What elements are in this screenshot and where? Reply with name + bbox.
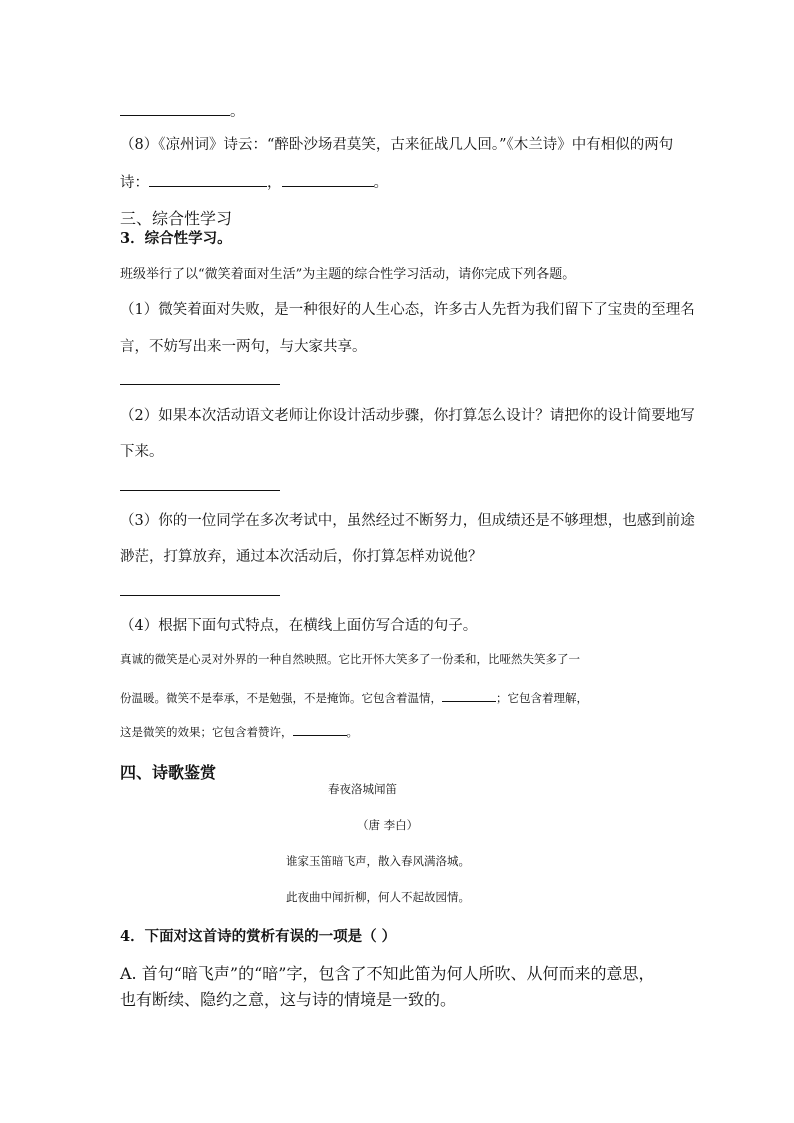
para-line2-part-a: 份温暖。微笑不是奉承，不是勉强，不是掩饰。它包含着温情， (120, 691, 442, 705)
answer-line-row (120, 100, 245, 121)
poem-title: 春夜洛城闻笛 (328, 782, 397, 796)
model-paragraph-line2 (120, 690, 588, 706)
line-end: 。 (230, 104, 245, 120)
imitation-blank-2[interactable] (293, 725, 347, 736)
sub3-line2: 渺茫，打算放弃，通过本次活动后，你打算怎样劝说他？ (120, 549, 483, 565)
section-3-heading: 三、综合性学习 (120, 209, 233, 228)
answer-blank-1[interactable] (149, 174, 267, 187)
para-line3-part-b: 。 (346, 725, 358, 739)
sub1-line2: 言，不妨写出来一两句，与大家共享。 (120, 339, 367, 355)
answer-line-3[interactable] (120, 595, 280, 596)
imitation-blank-1[interactable] (442, 691, 496, 702)
question-4: 4．下面对这首诗的赏析有误的一项是（ ） (120, 928, 397, 945)
sub2-line1: （2）如果本次活动语文老师让你设计活动步骤，你打算怎么设计？请把你的设计简要地写 (120, 408, 695, 424)
answer-line-2[interactable] (120, 490, 280, 491)
model-paragraph-line3 (120, 724, 358, 740)
sub4-instruction: （4）根据下面句式特点，在横线上面仿写合适的句子。 (120, 618, 478, 634)
sub3-line1: （3）你的一位同学在多次考试中，虽然经过不断努力，但成绩还是不够理想，也感到前途 (120, 513, 695, 529)
option-a-line2: 也有断续、隐约之意，这与诗的情境是一致的。 (120, 990, 457, 1009)
question-8-line2 (120, 171, 388, 192)
answer-blank-2[interactable] (282, 174, 374, 187)
model-paragraph-line1: 真诚的微笑是心灵对外界的一种自然映照。它比开怀大笑多了一份柔和，比哑然失笑多了一 (120, 652, 580, 666)
poem-line-2: 此夜曲中闻折柳，何人不起故园情。 (286, 890, 470, 904)
option-a-line1: A. 首句“暗飞声”的“暗”字，包含了不知此笛为何人所吹、从何而来的意思， (120, 964, 655, 983)
poem-line-1: 谁家玉笛暗飞声，散入春风满洛城。 (286, 854, 470, 868)
line2-start: 诗： (120, 175, 149, 191)
question-8-line1: （8）《凉州词》诗云：“醉卧沙场君莫笑，古来征战几人回。”《木兰诗》中有相似的两句 (120, 137, 674, 153)
para-line3-part-a: 这是微笑的效果；它包含着赞许， (120, 725, 293, 739)
answer-blank[interactable] (120, 103, 230, 116)
line2-sep: ， (267, 175, 282, 191)
para-line2-part-b: ；它包含着理解， (496, 691, 588, 705)
question-3-intro: 班级举行了以“微笑着面对生活”为主题的综合性学习活动，请你完成下列各题。 (120, 267, 576, 282)
line2-end: 。 (373, 175, 388, 191)
sub1-line1: （1）微笑着面对失败，是一种很好的人生心态，许多古人先哲为我们留下了宝贵的至理名 (120, 302, 695, 318)
sub2-line2: 下来。 (120, 444, 164, 460)
question-3-title: 3．综合性学习。 (120, 230, 232, 247)
section-4-heading: 四、诗歌鉴赏 (120, 763, 217, 782)
answer-line-1[interactable] (120, 384, 280, 385)
poem-author: （唐 李白） (357, 818, 419, 832)
